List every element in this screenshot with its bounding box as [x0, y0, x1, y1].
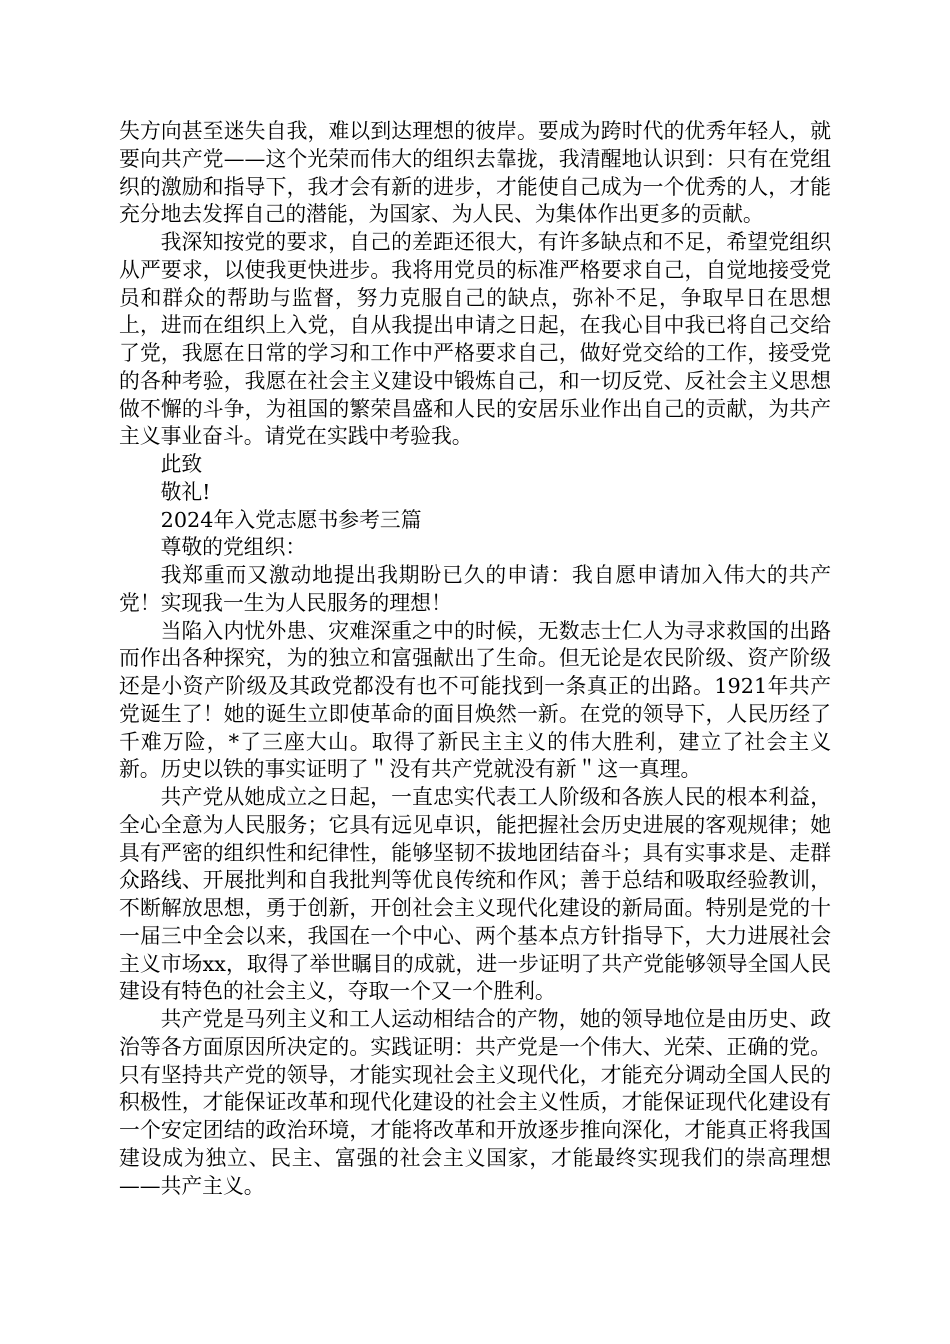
- paragraph-party-qualities: 共产党从她成立之日起，一直忠实代表工人阶级和各族人民的根本利益，全心全意为人民服务；它具有远见卓识，能把握社会历史进展的客观规律；她具有严密的组织性和纪律性，能够坚韧不拔地团结奋斗；具有实事求是、走群众路线、开展批判和自我批判等优良传统和作风；善于总结和吸取经验教训，不断解放思想，勇于创新，开创社会主义现代化建设的新局面。特别是党的十一届三中全会以来，我国在一个中心、两个基本点方针指导下，大力进展社会主义市场xx，取得了举世瞩目的成就，进一步证明了共产党能够领导全国人民建设有特色的社会主义，夺取一个又一个胜利。: [119, 785, 831, 1004]
- paragraph-application: 我郑重而又激动地提出我期盼已久的申请：我自愿申请加入伟大的共产党！实现我一生为人民服务的理想！: [119, 563, 831, 615]
- closing-regards: 敬礼!: [160, 479, 211, 504]
- paragraph-self-assessment: 我深知按党的要求，自己的差距还很大，有许多缺点和不足，希望党组织从严要求，以使我更快进步。我将用党员的标准严格要求自己，自觉地接受党员和群众的帮助与监督，努力克服自己的缺点，弥补不足，争取早日在思想上，进而在组织上入党，自从我提出申请之日起，在我心目中我已将自己交给了党，我愿在日常的学习和工作中严格要求自己，做好党交给的工作，接受党的各种考验，我愿在社会主义建设中锻炼自己，和一切反党、反社会主义思想做不懈的斗争，为祖国的繁荣昌盛和人民的安居乐业作出自己的贡献，为共产主义事业奋斗。请党在实践中考验我。: [119, 230, 831, 449]
- paragraph-history: 当陷入内忧外患、灾难深重之中的时候，无数志士仁人为寻求救国的出路而作出各种探究，为的独立和富强献出了生命。但无论是农民阶级、资产阶级还是小资产阶级及其政党都没有也不可能找到一条真正的出路。1921年共产党诞生了！她的诞生立即使革命的面目焕然一新。在党的领导下，人民历经了千难万险，*了三座大山。取得了新民主主义的伟大胜利，建立了社会主义新。历史以铁的事实证明了＂没有共产党就没有新＂这一真理。: [119, 618, 831, 782]
- letter-greeting: 尊敬的党组织：: [160, 535, 307, 560]
- paragraph-continuation: 失方向甚至迷失自我，难以到达理想的彼岸。要成为跨时代的优秀年轻人，就要向共产党——这个光荣而伟大的组织去靠拢，我清醒地认识到：只有在党组织的激励和指导下，我才会有新的进步，才能使自己成为一个优秀的人，才能充分地去发挥自己的潜能，为国家、为人民、为集体作出更多的贡献。: [119, 119, 831, 227]
- section-title: 2024年入党志愿书参考三篇: [160, 507, 422, 532]
- closing-salutation: 此致: [160, 452, 203, 476]
- paragraph-party-leadership: 共产党是马列主义和工人运动相结合的产物，她的领导地位是由历史、政治等各方面原因所决定的。实践证明：共产党是一个伟大、光荣、正确的党。只有坚持共产党的领导，才能实现社会主义现代化，才能充分调动全国人民的积极性，才能保证改革和现代化建设的社会主义性质，才能保证现代化建设有一个安定团结的政治环境，才能将改革和开放逐步推向深化，才能真正将我国建设成为独立、民主、富强的社会主义国家，才能最终实现我们的崇高理想——共产主义。: [119, 1007, 831, 1198]
- document-body: [119, 118, 831, 1200]
